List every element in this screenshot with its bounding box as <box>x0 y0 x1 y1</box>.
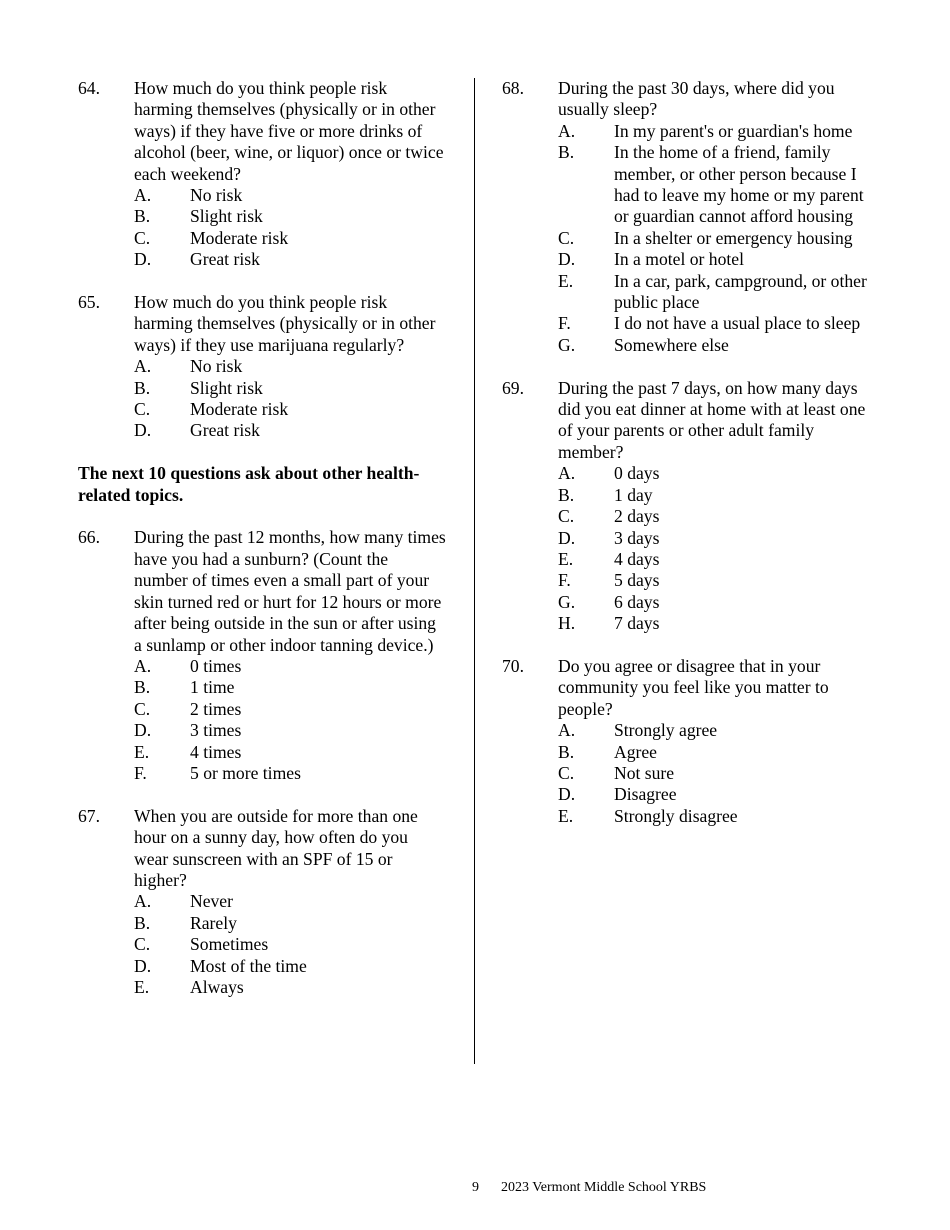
right-column <box>502 78 874 849</box>
section-heading: The next 10 questions ask about other health-related topics. <box>78 463 420 505</box>
question-67 <box>78 806 446 999</box>
option-letter: E. <box>134 977 150 997</box>
option-text: Most of the time <box>190 955 307 976</box>
option-text: Moderate risk <box>190 399 289 420</box>
answer-option <box>134 378 446 399</box>
option-letter: C. <box>558 762 575 783</box>
option-text: 0 days <box>614 463 660 484</box>
answer-option <box>134 399 446 420</box>
option-letter: B. <box>558 484 575 505</box>
answer-option <box>558 313 874 334</box>
option-text: No risk <box>190 356 243 377</box>
answer-option <box>558 271 874 314</box>
option-letter: D. <box>134 955 152 976</box>
answer-option <box>558 121 874 142</box>
question-64 <box>78 78 446 271</box>
option-letter: D. <box>134 420 152 441</box>
answer-option <box>134 677 446 698</box>
option-letter: E. <box>134 741 150 762</box>
left-column <box>78 78 446 1020</box>
answer-option <box>134 228 446 249</box>
question-number: 64. <box>78 78 100 98</box>
answer-option <box>558 506 874 527</box>
option-letter: E. <box>558 805 574 826</box>
option-letter: C. <box>134 698 151 719</box>
answer-option <box>134 720 446 741</box>
option-letter: E. <box>558 270 574 291</box>
answer-options <box>558 720 874 827</box>
option-letter: A. <box>134 356 152 377</box>
answer-option <box>134 356 446 377</box>
option-text: Always <box>190 977 244 997</box>
option-letter: C. <box>134 399 151 420</box>
option-text: 0 times <box>190 655 242 676</box>
option-letter: A. <box>134 891 152 912</box>
question-68 <box>502 78 874 356</box>
option-text: 1 time <box>190 677 235 698</box>
question-number: 67. <box>78 805 100 826</box>
option-text: 2 days <box>614 506 660 527</box>
page-number: 9 <box>472 1180 479 1195</box>
option-text: 4 times <box>190 741 242 762</box>
page-footer <box>472 1180 706 1196</box>
option-letter: E. <box>558 548 574 569</box>
option-letter: D. <box>134 720 152 741</box>
option-text: Sometimes <box>190 934 269 955</box>
answer-options <box>558 463 874 634</box>
option-text: 6 days <box>614 591 660 612</box>
option-letter: D. <box>134 249 152 270</box>
option-text: 3 days <box>614 527 660 548</box>
option-text: 7 days <box>614 613 660 634</box>
option-text: Disagree <box>614 784 677 805</box>
option-letter: A. <box>134 655 152 676</box>
option-text: Not sure <box>614 762 675 783</box>
answer-option <box>134 206 446 227</box>
option-text: 5 days <box>614 570 660 591</box>
option-text: 4 days <box>614 548 660 569</box>
question-number: 66. <box>78 527 100 548</box>
answer-options <box>134 356 446 442</box>
option-text: In my parent's or guardian's home <box>614 120 853 141</box>
option-letter: F. <box>558 313 571 334</box>
answer-option <box>134 763 446 784</box>
option-text: Slight risk <box>190 206 263 227</box>
question-text: How much do you think people risk harming themselves (physically or in other ways) if they have five or more drinks of alcohol (beer, wine, or liquor) once or twice each weekend? <box>134 78 444 184</box>
answer-options <box>134 656 446 784</box>
answer-option <box>558 720 874 741</box>
option-letter: C. <box>558 506 575 527</box>
option-text: In a motel or hotel <box>614 249 744 270</box>
option-text: In a shelter or emergency housing <box>614 227 853 248</box>
option-text: 3 times <box>190 720 242 741</box>
option-letter: B. <box>134 377 151 398</box>
question-number: 68. <box>502 78 524 98</box>
document-title: 2023 Vermont Middle School YRBS <box>501 1180 707 1195</box>
option-letter: F. <box>134 762 147 783</box>
question-text: During the past 12 months, how many times have you had a sunburn? (Count the number of times even a small part of your skin turned red or hurt for 12 hours or more after being outside in the sun or after using a sunlamp or other indoor tanning device.) <box>134 527 446 655</box>
option-text: Never <box>190 891 233 912</box>
answer-option <box>134 742 446 763</box>
option-text: No risk <box>190 185 243 206</box>
option-text: Strongly agree <box>614 720 718 741</box>
answer-option <box>558 592 874 613</box>
option-letter: B. <box>558 142 575 163</box>
option-letter: C. <box>134 227 151 248</box>
answer-option <box>558 784 874 805</box>
option-letter: A. <box>558 463 576 484</box>
answer-option <box>558 249 874 270</box>
option-text: 1 day <box>614 484 653 505</box>
question-text: During the past 7 days, on how many days did you eat dinner at home with at least one of your parents or other adult family member? <box>558 377 866 462</box>
answer-option <box>134 934 446 955</box>
answer-option <box>558 806 874 827</box>
option-text: 5 or more times <box>190 762 301 783</box>
answer-option <box>558 528 874 549</box>
answer-options <box>558 121 874 356</box>
question-number: 65. <box>78 292 100 313</box>
option-text: In a car, park, campground, or other public place <box>614 270 867 313</box>
option-text: Slight risk <box>190 377 263 398</box>
answer-options <box>134 891 446 998</box>
option-letter: C. <box>558 227 575 248</box>
answer-option <box>134 699 446 720</box>
option-text: Moderate risk <box>190 227 289 248</box>
question-65 <box>78 292 446 442</box>
question-text: When you are outside for more than one hour on a sunny day, how often do you wear sunscreen with an SPF of 15 or higher? <box>134 805 418 890</box>
question-number: 70. <box>502 655 524 676</box>
answer-option <box>558 570 874 591</box>
answer-option <box>134 656 446 677</box>
option-letter: D. <box>558 784 576 805</box>
option-letter: D. <box>558 249 576 270</box>
answer-options <box>134 185 446 271</box>
answer-option <box>134 956 446 977</box>
option-text: Agree <box>614 741 657 762</box>
option-letter: F. <box>558 570 571 591</box>
question-text: How much do you think people risk harming themselves (physically or in other ways) if they use marijuana regularly? <box>134 292 436 355</box>
option-letter: A. <box>558 120 576 141</box>
option-text: Strongly disagree <box>614 805 738 826</box>
question-number: 69. <box>502 377 524 398</box>
answer-option <box>134 249 446 270</box>
answer-option <box>134 185 446 206</box>
option-letter: D. <box>558 527 576 548</box>
question-66 <box>78 527 446 784</box>
column-divider <box>474 78 475 1064</box>
answer-option <box>558 463 874 484</box>
option-letter: B. <box>134 677 151 698</box>
option-text: Great risk <box>190 249 260 270</box>
option-text: 2 times <box>190 698 242 719</box>
option-letter: G. <box>558 334 576 355</box>
answer-option <box>134 977 446 998</box>
option-letter: G. <box>558 591 576 612</box>
option-letter: A. <box>558 720 576 741</box>
answer-option <box>134 420 446 441</box>
option-text: In the home of a friend, family member, or other person because I had to leave my home or my parent or guardian cannot afford housing <box>614 142 864 227</box>
question-text: Do you agree or disagree that in your community you feel like you matter to people? <box>558 655 829 719</box>
option-letter: B. <box>134 912 151 933</box>
option-letter: A. <box>134 185 152 206</box>
question-69 <box>502 378 874 635</box>
answer-option <box>558 613 874 634</box>
answer-option <box>134 891 446 912</box>
option-text: I do not have a usual place to sleep <box>614 313 861 334</box>
option-text: Great risk <box>190 420 260 441</box>
option-letter: B. <box>558 741 575 762</box>
answer-option <box>558 335 874 356</box>
answer-option <box>558 142 874 228</box>
answer-option <box>558 228 874 249</box>
option-text: Somewhere else <box>614 334 729 355</box>
answer-option <box>558 763 874 784</box>
option-letter: H. <box>558 613 576 634</box>
answer-option <box>558 742 874 763</box>
answer-option <box>558 485 874 506</box>
question-70 <box>502 656 874 827</box>
answer-option <box>558 549 874 570</box>
answer-option <box>134 913 446 934</box>
option-text: Rarely <box>190 912 237 933</box>
question-text: During the past 30 days, where did you usually sleep? <box>558 78 835 120</box>
option-letter: B. <box>134 206 151 227</box>
option-letter: C. <box>134 934 151 955</box>
